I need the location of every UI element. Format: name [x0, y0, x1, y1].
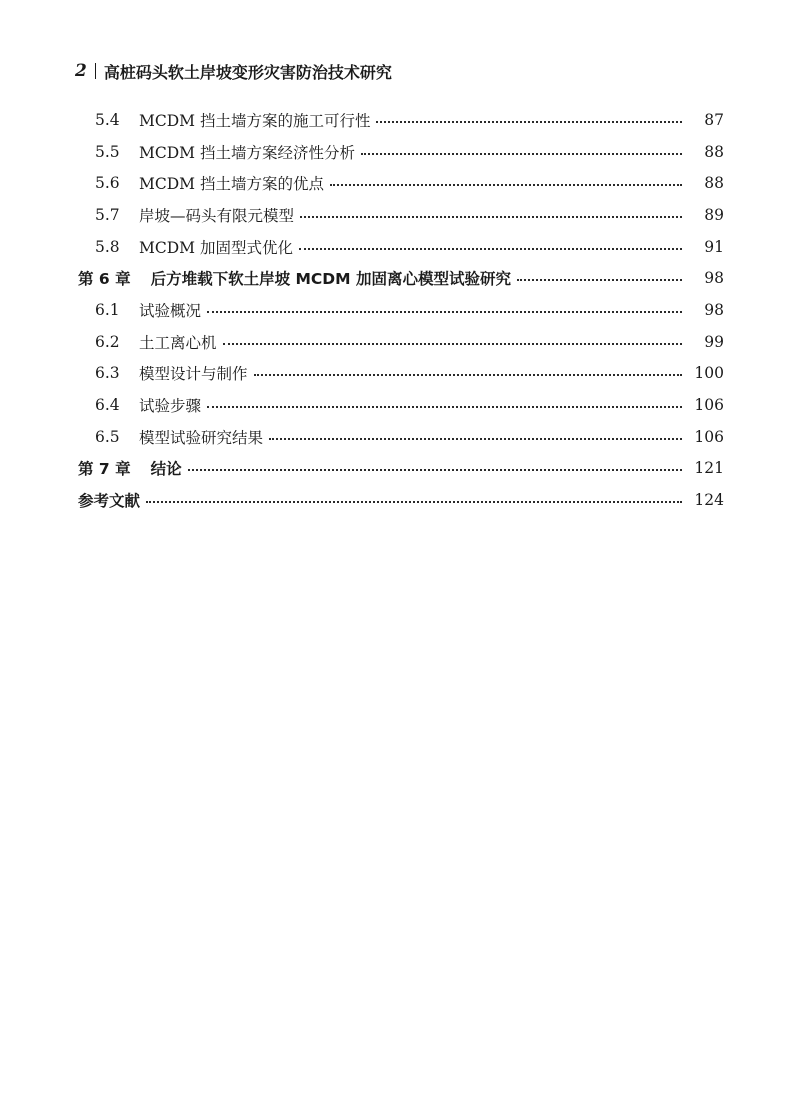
- toc-entry-title: 试验步骤: [139, 397, 202, 416]
- dot-leader: [207, 311, 682, 313]
- toc-entry-6-5[interactable]: [0, 421, 790, 453]
- toc-entry-6-3[interactable]: [0, 358, 790, 390]
- toc-entry-number: 5.4: [95, 110, 120, 129]
- toc-chapter-title: 后方堆载下软土岸坡 MCDM 加固离心模型试验研究: [150, 270, 511, 289]
- toc-entry-6-1[interactable]: [0, 294, 790, 326]
- toc-entry-title: MCDM 加固型式优化: [139, 238, 293, 257]
- toc-chapter-7[interactable]: [0, 453, 790, 485]
- header-divider: [95, 63, 96, 79]
- toc-entry-5-6[interactable]: [0, 167, 790, 199]
- toc-entry-5-5[interactable]: [0, 136, 790, 168]
- toc-entry-page: 87: [704, 110, 724, 129]
- toc-references[interactable]: [0, 484, 790, 516]
- toc-entry-page: 89: [704, 205, 724, 224]
- toc-entry-6-4[interactable]: [0, 389, 790, 421]
- toc-entry-page: 106: [694, 427, 724, 446]
- toc-chapter-title: 结论: [150, 460, 182, 479]
- toc-entry-number: 5.5: [95, 142, 120, 161]
- toc-entry-page: 99: [704, 332, 724, 351]
- toc-entry-number: 6.2: [95, 332, 120, 351]
- toc-entry-title: 模型试验研究结果: [139, 428, 264, 447]
- toc-entry-title: 试验概况: [139, 301, 202, 320]
- toc-references-title: 参考文献: [78, 492, 141, 511]
- toc-entry-title: 土工离心机: [139, 333, 217, 352]
- dot-leader: [223, 343, 682, 345]
- toc-chapter-number: 第 6 章: [78, 270, 131, 289]
- dot-leader: [254, 374, 682, 376]
- toc-entry-page: 98: [704, 269, 724, 288]
- toc-entry-title: MCDM 挡土墙方案的优点: [139, 175, 324, 194]
- header-page-number: 2: [75, 61, 87, 81]
- dot-leader: [207, 406, 682, 408]
- toc-entry-page: 91: [704, 237, 724, 256]
- toc-chapter-6[interactable]: [0, 262, 790, 294]
- toc-entry-number: 5.7: [95, 205, 120, 224]
- toc-entry-number: 6.1: [95, 300, 120, 319]
- dot-leader: [517, 279, 682, 281]
- dot-leader: [188, 469, 682, 471]
- toc-entry-number: 6.5: [95, 427, 120, 446]
- toc-entry-5-8[interactable]: [0, 231, 790, 263]
- toc-entry-number: 5.8: [95, 237, 120, 256]
- dot-leader: [146, 501, 682, 503]
- toc-entry-number: 6.3: [95, 364, 120, 383]
- toc-entry-title: 岸坡—码头有限元模型: [139, 206, 295, 225]
- toc-entry-title: MCDM 挡土墙方案经济性分析: [139, 143, 355, 162]
- toc-entry-5-7[interactable]: [0, 199, 790, 231]
- toc-entry-page: 106: [694, 396, 724, 415]
- toc-entry-number: 6.4: [95, 396, 120, 415]
- dot-leader: [376, 121, 682, 123]
- header-book-title: 高桩码头软土岸坡变形灾害防治技术研究: [103, 62, 392, 82]
- toc-entry-page: 124: [694, 491, 724, 510]
- table-of-contents: [0, 104, 790, 516]
- dot-leader: [300, 216, 682, 218]
- dot-leader: [330, 184, 682, 186]
- toc-entry-number: 5.6: [95, 174, 120, 193]
- toc-entry-page: 121: [694, 459, 724, 478]
- dot-leader: [269, 438, 682, 440]
- toc-entry-page: 88: [704, 142, 724, 161]
- toc-chapter-number: 第 7 章: [78, 460, 131, 479]
- toc-entry-page: 98: [704, 300, 724, 319]
- toc-entry-6-2[interactable]: [0, 326, 790, 358]
- toc-entry-page: 100: [694, 364, 724, 383]
- toc-entry-title: MCDM 挡土墙方案的施工可行性: [139, 111, 371, 130]
- running-header: [75, 60, 392, 82]
- dot-leader: [361, 153, 682, 155]
- toc-entry-page: 88: [704, 174, 724, 193]
- toc-entry-5-4[interactable]: [0, 104, 790, 136]
- toc-entry-title: 模型设计与制作: [139, 365, 248, 384]
- dot-leader: [299, 248, 682, 250]
